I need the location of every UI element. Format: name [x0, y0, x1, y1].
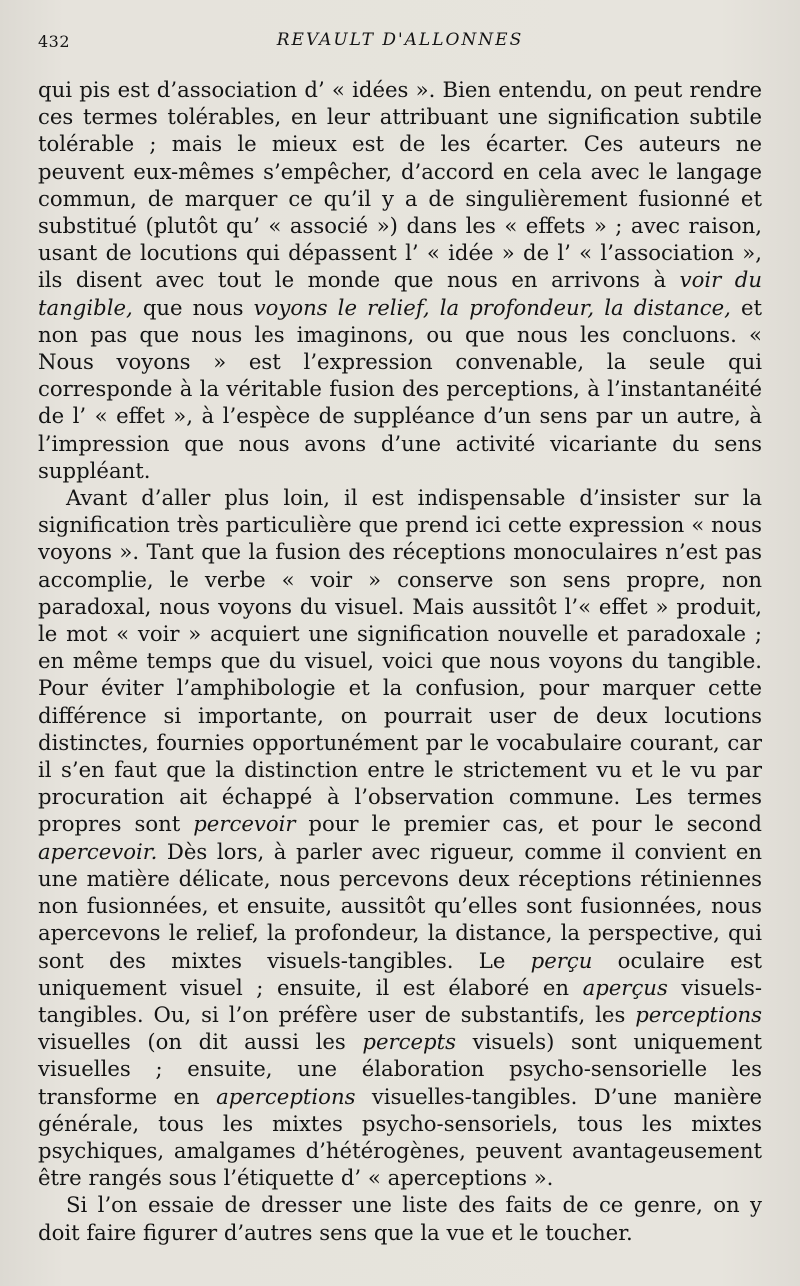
- text-body: [38, 76, 762, 1246]
- running-title: REVAULT D'ALLONNES: [276, 30, 524, 50]
- italic-run: voir du tangible,: [38, 267, 762, 320]
- text-run: visuelles (on dit aussi les: [38, 1029, 363, 1055]
- paragraph: [38, 484, 762, 1191]
- italic-run: percevoir: [193, 811, 296, 837]
- text-run: que nous: [132, 294, 254, 320]
- text-run: visuels-tangibles. Ou, si l’on préfère user de substantifs, les: [38, 974, 762, 1027]
- text-run: visuelles-tangibles. D’une manière générale, tous les mixtes psycho-sensoriels, tous les mixtes psychiques, amalgames d’hétérogènes, peuvent avantageusement être rangés sous l’étiquette d’ « aperceptions ».: [38, 1083, 762, 1191]
- italic-run: percepts: [362, 1029, 456, 1055]
- text-run: et non pas que nous les imaginons, ou que nous les concluons. « Nous voyons » est l’expression convenable, la seule qui corresponde à la véritable fusion des perceptions, à l’instantanéité de l’ « effet », à l’espèce de suppléance d’un sens par un autre, à l’impression que nous avons d’une activité vicariante du sens suppléant.: [38, 294, 762, 483]
- text-run: visuels) sont uniquement visuelles ; ensuite, une élaboration psycho-sensorielle les transforme en: [38, 1029, 762, 1109]
- text-run: Avant d’aller plus loin, il est indispensable d’insister sur la signification très particulière que prend ici cette expression « nous voyons ». Tant que la fusion des réceptions monoculaires n’est pas accomplie, le verbe « voir » conserve son sens propre, non paradoxal, nous voyons du visuel. Mais aussitôt l’« effet » produit, le mot « voir » acquiert une signification nouvelle et paradoxale ; en même temps que du visuel, voici que nous voyons du tangible. Pour éviter l’amphibologie et la confusion, pour marquer cette différence si importante, on pourrait user de deux locutions distinctes, fournies opportunément par le vocabulaire courant, car il s’en faut que la distinction entre le strictement vu et le vu par procuration ait échappé à l’observation commune. Les termes propres sont: [38, 485, 762, 837]
- paragraph: [38, 1191, 762, 1245]
- text-run: Dès lors, à parler avec rigueur, comme il convient en une matière délicate, nous percevons deux réceptions rétiniennes non fusionnées, et ensuite, aussitôt qu’elles sont fusionnées, nous apercevons le relief, la profondeur, la distance, la perspective, qui sont des mixtes visuels-tangibles. Le: [38, 838, 762, 973]
- italic-run: apercevoir.: [38, 838, 158, 864]
- text-run: qui pis est d’association d’ « idées ». Bien entendu, on peut rendre ces termes tolérables, en leur attribuant une signification subtile tolérable ; mais le mieux est de les écarter. Ces auteurs ne peuvent eux-mêmes s’empêcher, d’accord en cela avec le langage commun, de marquer ce qu’il y a de singulièrement fusionné et substitué (plutôt qu’ « associé ») dans les « effets » ; avec raison, usant de locutions qui dépassent l’ « idée » de l’ « l’association », ils disent avec tout le monde que nous en arrivons à: [38, 77, 762, 293]
- text-run: pour le premier cas, et pour le second: [295, 811, 762, 837]
- running-head: [38, 30, 762, 56]
- italic-run: voyons le relief, la profondeur, la distance,: [253, 294, 731, 320]
- italic-run: perçu: [530, 947, 593, 973]
- page-number: 432: [38, 32, 71, 51]
- text-run: Si l’on essaie de dresser une liste des faits de ce genre, on y doit faire figurer d’autres sens que la vue et le toucher.: [38, 1192, 762, 1245]
- text-run: oculaire est uniquement visuel ; ensuite, il est élaboré en: [38, 947, 762, 1000]
- italic-run: aperçus: [582, 974, 668, 1000]
- paragraph: [38, 76, 762, 484]
- italic-run: aperceptions: [216, 1083, 356, 1109]
- italic-run: perceptions: [635, 1001, 762, 1027]
